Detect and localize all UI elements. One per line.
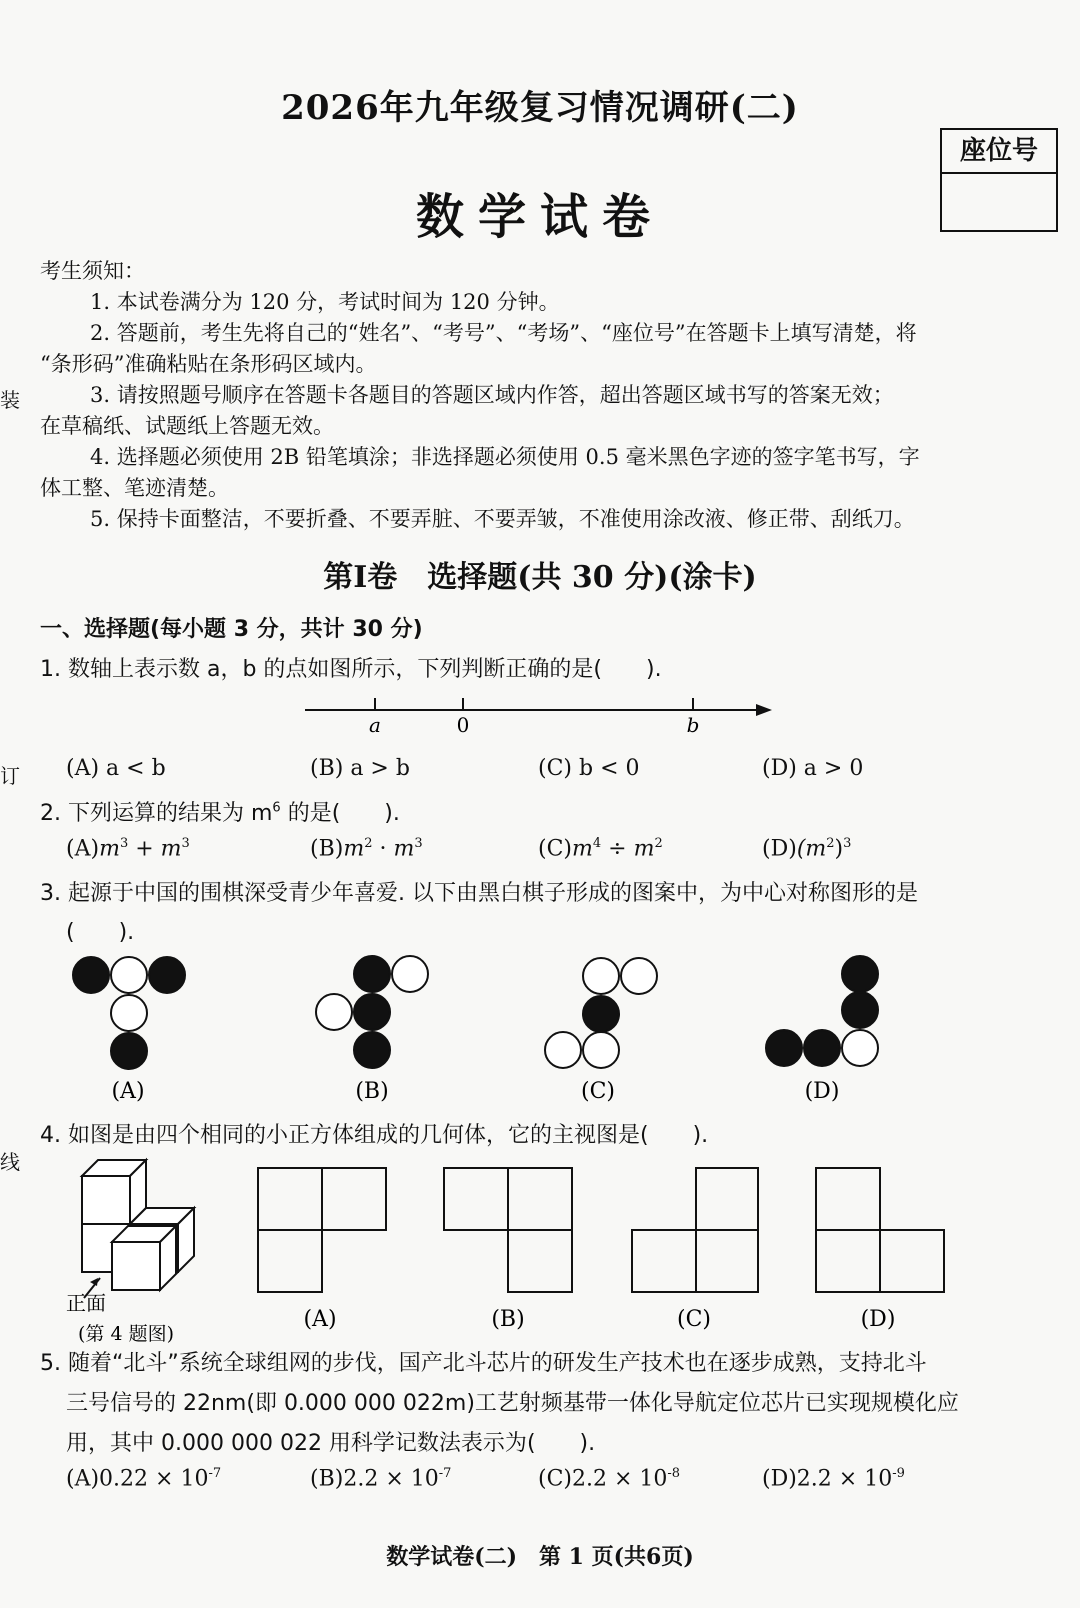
binding-mark-3: 线: [0, 1150, 20, 1174]
q1-number-line: [300, 690, 780, 740]
notice-item-2: 2. 答题前，考生先将自己的“姓名”、“考号”、“考场”、“座位号”在答题卡上填写清楚，将: [90, 321, 917, 345]
q3-stem: 3. 起源于中国的围棋深受青少年喜爱. 以下由黑白棋子形成的图案中，为中心对称图形的是: [40, 881, 918, 906]
q3a-white-stone: [111, 957, 147, 993]
q4-figure-caption: (第 4 题图): [78, 1323, 174, 1345]
cube-front-face: [112, 1242, 160, 1290]
q3a-black-stone: [149, 957, 185, 993]
q4-cube-figure: [82, 1160, 194, 1290]
q1-stem: 1. 数轴上表示数 a，b 的点如图所示，下列判断正确的是( ).: [40, 657, 662, 682]
q3d-white-stone: [842, 1030, 878, 1066]
section-1-heading: 一、选择题(每小题 3 分，共计 30 分): [40, 617, 423, 642]
q5-stem: 5. 随着“北斗”系统全球组网的步伐，国产北斗芯片的研发生产技术也在逐步成熟，支持北斗: [40, 1351, 927, 1376]
label-b: b: [686, 713, 700, 737]
paper-title: 数学试卷: [415, 189, 664, 245]
q4-stem: 4. 如图是由四个相同的小正方体组成的几何体，它的主视图是( ).: [40, 1123, 709, 1148]
q3-stem-cont: ( ).: [66, 920, 135, 945]
q3b-black-stone: [354, 1032, 390, 1068]
q4a-square: [322, 1168, 386, 1230]
q4-label-c: (C): [677, 1307, 711, 1332]
binding-mark-2: 订: [0, 764, 20, 788]
section-1-title: 第Ⅰ卷 选择题(共 30 分)(涂卡): [323, 560, 757, 595]
notice-item-4: 4. 选择题必须使用 2B 铅笔填涂；非选择题必须使用 0.5 毫米黑色字迹的签字笔书写，字: [90, 445, 920, 469]
label-zero: 0: [456, 713, 470, 737]
q3-go-patterns: [60, 952, 980, 1104]
q1-option-d[interactable]: (D) a > 0: [762, 756, 864, 781]
q2-option-b[interactable]: $(B)m^2 \cdot m^3$: [310, 836, 423, 862]
q3b-black-stone: [354, 994, 390, 1030]
q3d-black-stone: [766, 1030, 802, 1066]
q4b-square: [508, 1168, 572, 1230]
q5-stem-cont-1: 三号信号的 22nm(即 0.000 000 022m)工艺射频基带一体化导航定位芯片已实现规模化应: [66, 1391, 959, 1416]
q1-option-b[interactable]: (B) a > b: [310, 756, 410, 781]
q4a-square: [258, 1168, 322, 1230]
q3d-black-stone: [842, 956, 878, 992]
notice-item-2-cont: “条形码”准确粘贴在条形码区域内。: [40, 352, 377, 376]
q4b-square: [444, 1168, 508, 1230]
q4-label-a: (A): [303, 1307, 337, 1332]
q4-label-b: (B): [491, 1307, 525, 1332]
q2-stem: 2. 下列运算的结果为 $m^6$ 的是( ).: [40, 800, 400, 826]
q3c-white-stone: [621, 958, 657, 994]
q4c-square: [696, 1168, 758, 1230]
q4b-square: [508, 1230, 572, 1292]
q5-stem-cont-2: 用，其中 0.000 000 022 用科学记数法表示为( ).: [66, 1431, 596, 1456]
q1-option-a[interactable]: (A) a < b: [66, 756, 166, 781]
q5-option-b[interactable]: $(B)2.2 \times 10^{-7}$: [310, 1466, 452, 1492]
q3c-white-stone: [583, 958, 619, 994]
q4-figures: [50, 1150, 970, 1350]
q3c-white-stone: [545, 1032, 581, 1068]
q3a-white-stone: [111, 995, 147, 1031]
cube-front-face: [82, 1176, 130, 1224]
number-line-arrow-icon: [756, 704, 772, 716]
q3b-black-stone: [354, 956, 390, 992]
notice-item-5: 5. 保持卡面整洁，不要折叠、不要弄脏、不要弄皱，不准使用涂改液、修正带、刮纸刀。: [90, 507, 915, 531]
notice-item-3-cont: 在草稿纸、试题纸上答题无效。: [40, 414, 334, 438]
q3-label-d: (D): [804, 1079, 840, 1104]
q4c-square: [696, 1230, 758, 1292]
q5-option-a[interactable]: $(A)0.22 \times 10^{-7}$: [66, 1466, 222, 1492]
q3b-white-stone: [392, 956, 428, 992]
q5-option-d[interactable]: $(D)2.2 \times 10^{-9}$: [762, 1466, 905, 1492]
q3c-white-stone: [583, 1032, 619, 1068]
q3-label-b: (B): [355, 1079, 389, 1104]
notice-item-4-cont: 体工整、笔迹清楚。: [40, 476, 229, 500]
seat-number-label: 座位号: [942, 130, 1056, 174]
q2-option-a[interactable]: $(A)m^3 + m^3$: [66, 836, 190, 862]
q4-front-label: 正面: [66, 1291, 106, 1315]
q3d-black-stone: [842, 992, 878, 1028]
q3b-white-stone: [316, 994, 352, 1030]
seat-number-box[interactable]: [940, 128, 1058, 232]
q3a-black-stone: [111, 1033, 147, 1069]
q4d-square: [816, 1230, 880, 1292]
page-footer: 数学试卷(二) 第 1 页(共6页): [386, 1544, 694, 1570]
q1-option-c[interactable]: (C) b < 0: [538, 756, 640, 781]
binding-mark-1: 装: [0, 388, 20, 412]
q4d-square: [880, 1230, 944, 1292]
notice-title: 考生须知：: [40, 259, 145, 283]
q3a-black-stone: [73, 957, 109, 993]
notice-item-1: 1. 本试卷满分为 120 分，考试时间为 120 分钟。: [90, 290, 560, 314]
q3-label-a: (A): [111, 1079, 145, 1104]
q2-option-c[interactable]: $(C)m^4 \div m^2$: [538, 836, 663, 862]
q3d-black-stone: [804, 1030, 840, 1066]
q2-option-d[interactable]: $(D)(m^2)^3$: [762, 836, 852, 862]
label-a: a: [369, 713, 381, 737]
exam-title: 2026年九年级复习情况调研(二): [281, 88, 799, 128]
q4-label-d: (D): [860, 1307, 896, 1332]
notice-item-3: 3. 请按照题号顺序在答题卡各题目的答题区域内作答，超出答题区域书写的答案无效；: [90, 383, 894, 407]
q4c-square: [632, 1230, 696, 1292]
q4a-square: [258, 1230, 322, 1292]
q4d-square: [816, 1168, 880, 1230]
q3c-black-stone: [583, 996, 619, 1032]
q5-option-c[interactable]: $(C)2.2 \times 10^{-8}$: [538, 1466, 681, 1492]
q3-label-c: (C): [581, 1079, 615, 1104]
